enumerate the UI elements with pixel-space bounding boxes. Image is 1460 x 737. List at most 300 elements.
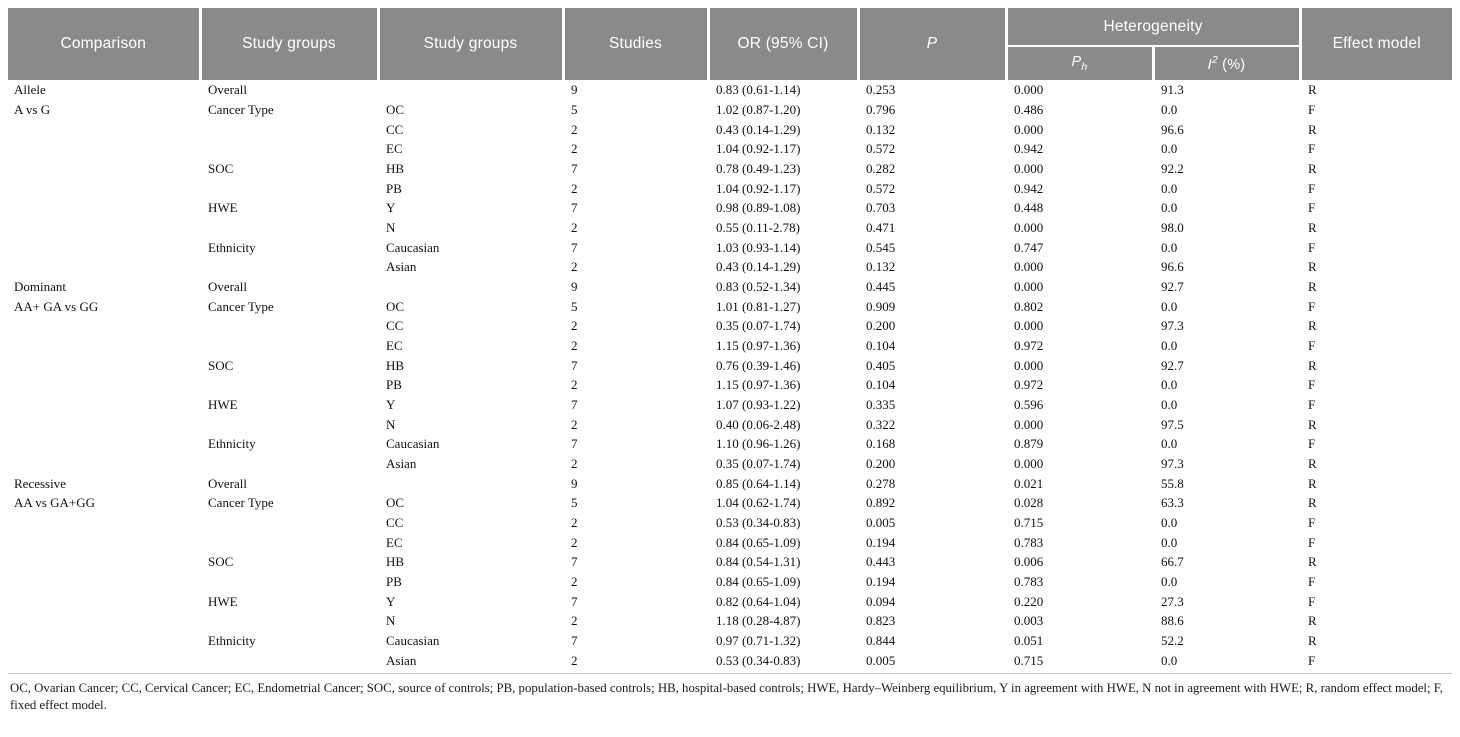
cell-comparison bbox=[8, 513, 200, 533]
cell-p-value: 0.335 bbox=[866, 396, 896, 412]
cell-studies: 9 bbox=[571, 278, 578, 294]
table-row bbox=[8, 218, 1452, 238]
cell-studies: 2 bbox=[571, 455, 578, 471]
cell-i2: 63.3 bbox=[1161, 495, 1184, 511]
cell-effect-model: F bbox=[1308, 573, 1316, 589]
table-row bbox=[8, 100, 1452, 120]
table-row bbox=[8, 139, 1452, 159]
table-row bbox=[8, 198, 1452, 218]
cell-i2: 0.0 bbox=[1161, 141, 1178, 157]
cell-subgroup: EC bbox=[386, 141, 403, 157]
cell-p-value: 0.892 bbox=[866, 495, 896, 511]
cell-subgroup: HB bbox=[386, 357, 405, 373]
cell-or-ci: 0.78 (0.49-1.23) bbox=[716, 160, 801, 176]
cell-effect-model: R bbox=[1308, 554, 1317, 570]
cell-or-ci: 0.83 (0.61-1.14) bbox=[716, 82, 801, 98]
cell-i2: 0.0 bbox=[1161, 436, 1178, 452]
cell-studies: 2 bbox=[571, 534, 578, 550]
cell-or-ci: 0.35 (0.07-1.74) bbox=[716, 318, 801, 334]
cell-study-group: HWE bbox=[208, 200, 238, 216]
table-row bbox=[8, 532, 1452, 552]
cell-effect-model: R bbox=[1308, 495, 1317, 511]
cell-p-value: 0.572 bbox=[866, 180, 896, 196]
cell-subgroup: Y bbox=[386, 396, 396, 412]
column-header-study-groups-1: Study groups bbox=[200, 8, 378, 80]
cell-ph: 0.220 bbox=[1014, 593, 1044, 609]
cell-study-group bbox=[200, 257, 378, 277]
cell-effect-model: F bbox=[1308, 534, 1316, 550]
table-row bbox=[8, 552, 1452, 572]
cell-studies: 2 bbox=[571, 613, 578, 629]
cell-or-ci: 0.55 (0.11-2.78) bbox=[716, 219, 801, 235]
cell-ph: 0.486 bbox=[1014, 101, 1044, 117]
cell-studies: 2 bbox=[571, 514, 578, 530]
table-row bbox=[8, 434, 1452, 454]
cell-p-value: 0.471 bbox=[866, 219, 896, 235]
cell-p-value: 0.200 bbox=[866, 455, 896, 471]
cell-effect-model: F bbox=[1308, 377, 1316, 393]
cell-ph: 0.715 bbox=[1014, 652, 1044, 668]
cell-or-ci: 0.76 (0.39-1.46) bbox=[716, 357, 801, 373]
cell-subgroup bbox=[378, 80, 563, 100]
cell-i2: 96.6 bbox=[1161, 121, 1184, 137]
cell-subgroup: HB bbox=[386, 554, 405, 570]
cell-studies: 7 bbox=[571, 200, 578, 216]
cell-subgroup: Asian bbox=[386, 259, 417, 275]
cell-p-value: 0.005 bbox=[866, 514, 896, 530]
cell-study-group: Overall bbox=[208, 82, 247, 98]
table-row bbox=[8, 572, 1452, 592]
cell-effect-model: R bbox=[1308, 475, 1317, 491]
cell-comparison bbox=[8, 454, 200, 474]
cell-i2: 0.0 bbox=[1161, 200, 1178, 216]
cell-or-ci: 0.84 (0.54-1.31) bbox=[716, 554, 801, 570]
cell-ph: 0.000 bbox=[1014, 259, 1044, 275]
cell-studies: 2 bbox=[571, 180, 578, 196]
cell-p-value: 0.200 bbox=[866, 318, 896, 334]
table-row bbox=[8, 237, 1452, 257]
cell-i2: 92.7 bbox=[1161, 278, 1184, 294]
table-row bbox=[8, 277, 1452, 297]
cell-comparison bbox=[8, 237, 200, 257]
cell-ph: 0.715 bbox=[1014, 514, 1044, 530]
cell-ph: 0.942 bbox=[1014, 180, 1044, 196]
cell-i2: 0.0 bbox=[1161, 377, 1178, 393]
cell-or-ci: 0.35 (0.07-1.74) bbox=[716, 455, 801, 471]
cell-study-group: Overall bbox=[208, 475, 247, 491]
table-row bbox=[8, 296, 1452, 316]
cell-comparison bbox=[8, 552, 200, 572]
cell-subgroup: HB bbox=[386, 160, 405, 176]
table-row bbox=[8, 257, 1452, 277]
cell-ph: 0.879 bbox=[1014, 436, 1044, 452]
cell-subgroup: Asian bbox=[386, 455, 417, 471]
cell-p-value: 0.194 bbox=[866, 573, 896, 589]
cell-comparison bbox=[8, 591, 200, 611]
cell-p-value: 0.094 bbox=[866, 593, 896, 609]
cell-p-value: 0.823 bbox=[866, 613, 896, 629]
cell-effect-model: F bbox=[1308, 239, 1316, 255]
table-row bbox=[8, 473, 1452, 493]
cell-i2: 96.6 bbox=[1161, 259, 1184, 275]
cell-studies: 2 bbox=[571, 259, 578, 275]
cell-comparison: AA+ GA vs GG bbox=[14, 298, 99, 314]
cell-study-group bbox=[200, 650, 378, 670]
cell-p-value: 0.132 bbox=[866, 259, 896, 275]
cell-ph: 0.000 bbox=[1014, 318, 1044, 334]
cell-or-ci: 1.04 (0.62-1.74) bbox=[716, 495, 801, 511]
cell-study-group: Cancer Type bbox=[208, 495, 274, 511]
cell-study-group bbox=[200, 572, 378, 592]
cell-subgroup: CC bbox=[386, 121, 404, 137]
cell-i2: 66.7 bbox=[1161, 554, 1184, 570]
cell-studies: 5 bbox=[571, 495, 578, 511]
table-row bbox=[8, 119, 1452, 139]
cell-study-group: Cancer Type bbox=[208, 298, 274, 314]
cell-p-value: 0.909 bbox=[866, 298, 896, 314]
cell-studies: 2 bbox=[571, 377, 578, 393]
cell-study-group: Ethnicity bbox=[208, 436, 256, 452]
cell-studies: 9 bbox=[571, 475, 578, 491]
cell-comparison bbox=[8, 414, 200, 434]
cell-effect-model: R bbox=[1308, 633, 1317, 648]
cell-subgroup: OC bbox=[386, 495, 405, 511]
cell-ph: 0.051 bbox=[1014, 633, 1044, 648]
cell-effect-model: R bbox=[1308, 613, 1317, 629]
cell-or-ci: 0.53 (0.34-0.83) bbox=[716, 514, 801, 530]
cell-effect-model: F bbox=[1308, 298, 1316, 314]
cell-i2: 0.0 bbox=[1161, 652, 1178, 668]
cell-studies: 2 bbox=[571, 121, 578, 137]
cell-comparison bbox=[8, 159, 200, 179]
cell-p-value: 0.445 bbox=[866, 278, 896, 294]
cell-studies: 7 bbox=[571, 160, 578, 176]
cell-ph: 0.028 bbox=[1014, 495, 1044, 511]
cell-subgroup: N bbox=[386, 219, 396, 235]
cell-ph: 0.747 bbox=[1014, 239, 1044, 255]
cell-effect-model: F bbox=[1308, 652, 1316, 668]
cell-studies: 7 bbox=[571, 593, 578, 609]
cell-study-group bbox=[200, 119, 378, 139]
cell-studies: 2 bbox=[571, 652, 578, 668]
cell-i2: 0.0 bbox=[1161, 180, 1178, 196]
cell-study-group bbox=[200, 139, 378, 159]
cell-i2: 0.0 bbox=[1161, 573, 1178, 589]
cell-comparison bbox=[8, 257, 200, 277]
cell-ph: 0.000 bbox=[1014, 278, 1044, 294]
cell-study-group bbox=[200, 178, 378, 198]
cell-p-value: 0.132 bbox=[866, 121, 896, 137]
cell-comparison bbox=[8, 336, 200, 356]
column-header-effect-model: Effect model bbox=[1300, 8, 1452, 80]
cell-subgroup: EC bbox=[386, 337, 403, 353]
cell-study-group bbox=[200, 218, 378, 238]
cell-i2: 27.3 bbox=[1161, 593, 1184, 609]
cell-comparison bbox=[8, 631, 200, 651]
cell-or-ci: 1.15 (0.97-1.36) bbox=[716, 377, 801, 393]
cell-studies: 7 bbox=[571, 554, 578, 570]
cell-subgroup: Caucasian bbox=[386, 633, 440, 648]
cell-ph: 0.000 bbox=[1014, 121, 1044, 137]
cell-i2: 92.2 bbox=[1161, 160, 1184, 176]
cell-ph: 0.596 bbox=[1014, 396, 1044, 412]
cell-p-value: 0.322 bbox=[866, 416, 896, 432]
cell-studies: 5 bbox=[571, 101, 578, 117]
cell-ph: 0.783 bbox=[1014, 573, 1044, 589]
cell-p-value: 0.572 bbox=[866, 141, 896, 157]
cell-study-group: HWE bbox=[208, 593, 238, 609]
cell-p-value: 0.405 bbox=[866, 357, 896, 373]
cell-comparison: AA vs GA+GG bbox=[14, 495, 96, 511]
column-header-comparison: Comparison bbox=[8, 8, 200, 80]
cell-ph: 0.000 bbox=[1014, 160, 1044, 176]
cell-study-group: Cancer Type bbox=[208, 101, 274, 117]
cell-studies: 7 bbox=[571, 239, 578, 255]
cell-p-value: 0.282 bbox=[866, 160, 896, 176]
table-body bbox=[8, 80, 1452, 670]
table-row bbox=[8, 395, 1452, 415]
cell-comparison bbox=[8, 198, 200, 218]
cell-effect-model: F bbox=[1308, 593, 1316, 609]
cell-studies: 5 bbox=[571, 298, 578, 314]
table-row bbox=[8, 414, 1452, 434]
table-row bbox=[8, 336, 1452, 356]
cell-effect-model: R bbox=[1308, 278, 1317, 294]
cell-subgroup: PB bbox=[386, 180, 402, 196]
cell-p-value: 0.844 bbox=[866, 633, 896, 648]
cell-subgroup: Caucasian bbox=[386, 239, 440, 255]
cell-ph: 0.448 bbox=[1014, 200, 1044, 216]
cell-effect-model: R bbox=[1308, 416, 1317, 432]
cell-comparison bbox=[8, 355, 200, 375]
cell-subgroup: PB bbox=[386, 573, 402, 589]
cell-p-value: 0.194 bbox=[866, 534, 896, 550]
cell-effect-model: R bbox=[1308, 82, 1317, 98]
cell-ph: 0.000 bbox=[1014, 455, 1044, 471]
table-row bbox=[8, 493, 1452, 513]
cell-p-value: 0.104 bbox=[866, 337, 896, 353]
cell-or-ci: 0.97 (0.71-1.32) bbox=[716, 633, 801, 648]
cell-p-value: 0.168 bbox=[866, 436, 896, 452]
table-row bbox=[8, 591, 1452, 611]
column-header-or-ci: OR (95% CI) bbox=[708, 8, 858, 80]
ph-label: P bbox=[1071, 54, 1082, 71]
cell-or-ci: 1.04 (0.92-1.17) bbox=[716, 180, 801, 196]
cell-i2: 92.7 bbox=[1161, 357, 1184, 373]
cell-study-group bbox=[200, 532, 378, 552]
column-header-studies: Studies bbox=[563, 8, 708, 80]
column-header-heterogeneity: Heterogeneity bbox=[1006, 8, 1300, 46]
cell-p-value: 0.278 bbox=[866, 475, 896, 491]
cell-ph: 0.942 bbox=[1014, 141, 1044, 157]
cell-studies: 9 bbox=[571, 82, 578, 98]
cell-study-group bbox=[200, 336, 378, 356]
cell-i2: 0.0 bbox=[1161, 239, 1178, 255]
cell-effect-model: R bbox=[1308, 318, 1317, 334]
cell-comparison: Allele bbox=[14, 82, 46, 98]
cell-or-ci: 1.10 (0.96-1.26) bbox=[716, 436, 801, 452]
cell-subgroup: N bbox=[386, 416, 396, 432]
cell-subgroup: EC bbox=[386, 534, 403, 550]
cell-or-ci: 0.40 (0.06-2.48) bbox=[716, 416, 801, 432]
cell-comparison bbox=[8, 178, 200, 198]
table-header bbox=[8, 8, 1452, 80]
cell-studies: 2 bbox=[571, 318, 578, 334]
cell-ph: 0.972 bbox=[1014, 377, 1044, 393]
cell-comparison bbox=[8, 650, 200, 670]
i2-label: I bbox=[1207, 56, 1212, 73]
cell-p-value: 0.005 bbox=[866, 652, 896, 668]
cell-studies: 7 bbox=[571, 396, 578, 412]
cell-effect-model: F bbox=[1308, 514, 1316, 530]
cell-i2: 0.0 bbox=[1161, 396, 1178, 412]
cell-study-group: Ethnicity bbox=[208, 239, 256, 255]
cell-i2: 0.0 bbox=[1161, 534, 1178, 550]
cell-effect-model: F bbox=[1308, 337, 1316, 353]
cell-effect-model: R bbox=[1308, 219, 1317, 235]
cell-p-value: 0.104 bbox=[866, 377, 896, 393]
cell-effect-model: F bbox=[1308, 180, 1316, 196]
cell-subgroup: PB bbox=[386, 377, 402, 393]
cell-ph: 0.000 bbox=[1014, 219, 1044, 235]
cell-effect-model: R bbox=[1308, 357, 1317, 373]
cell-or-ci: 1.01 (0.81-1.27) bbox=[716, 298, 801, 314]
cell-ph: 0.021 bbox=[1014, 475, 1044, 491]
cell-study-group: HWE bbox=[208, 396, 238, 412]
cell-subgroup: OC bbox=[386, 101, 405, 117]
cell-study-group bbox=[200, 414, 378, 434]
cell-studies: 7 bbox=[571, 357, 578, 373]
table-row bbox=[8, 611, 1452, 631]
cell-study-group bbox=[200, 513, 378, 533]
table-row bbox=[8, 316, 1452, 336]
cell-effect-model: F bbox=[1308, 141, 1316, 157]
cell-subgroup bbox=[378, 473, 563, 493]
cell-comparison bbox=[8, 316, 200, 336]
cell-or-ci: 1.03 (0.93-1.14) bbox=[716, 239, 801, 255]
cell-ph: 0.000 bbox=[1014, 416, 1044, 432]
cell-study-group: SOC bbox=[208, 160, 234, 176]
cell-subgroup: OC bbox=[386, 298, 405, 314]
cell-study-group bbox=[200, 375, 378, 395]
cell-i2: 0.0 bbox=[1161, 101, 1178, 117]
cell-comparison bbox=[8, 375, 200, 395]
cell-ph: 0.000 bbox=[1014, 82, 1044, 98]
table-row bbox=[8, 80, 1452, 100]
cell-i2: 0.0 bbox=[1161, 298, 1178, 314]
ph-subscript: h bbox=[1081, 60, 1088, 73]
cell-ph: 0.006 bbox=[1014, 554, 1044, 570]
cell-subgroup: CC bbox=[386, 318, 404, 334]
i2-percent-label: (%) bbox=[1217, 56, 1246, 73]
cell-effect-model: F bbox=[1308, 436, 1316, 452]
meta-analysis-table bbox=[8, 8, 1452, 670]
cell-comparison bbox=[8, 139, 200, 159]
cell-ph: 0.003 bbox=[1014, 613, 1044, 629]
cell-p-value: 0.545 bbox=[866, 239, 896, 255]
cell-studies: 2 bbox=[571, 573, 578, 589]
table-row bbox=[8, 650, 1452, 670]
cell-or-ci: 0.84 (0.65-1.09) bbox=[716, 534, 801, 550]
p-label: P bbox=[926, 35, 938, 52]
cell-ph: 0.783 bbox=[1014, 534, 1044, 550]
cell-subgroup: Caucasian bbox=[386, 436, 440, 452]
table-row bbox=[8, 178, 1452, 198]
cell-effect-model: R bbox=[1308, 121, 1317, 137]
cell-study-group: SOC bbox=[208, 554, 234, 570]
cell-or-ci: 1.02 (0.87-1.20) bbox=[716, 101, 801, 117]
cell-or-ci: 0.43 (0.14-1.29) bbox=[716, 259, 801, 275]
cell-subgroup: Y bbox=[386, 593, 396, 609]
table-row bbox=[8, 454, 1452, 474]
cell-p-value: 0.796 bbox=[866, 101, 896, 117]
cell-p-value: 0.703 bbox=[866, 200, 896, 216]
cell-or-ci: 0.83 (0.52-1.34) bbox=[716, 278, 801, 294]
table-row bbox=[8, 375, 1452, 395]
cell-comparison bbox=[8, 119, 200, 139]
column-header-ph bbox=[1006, 46, 1153, 80]
cell-i2: 0.0 bbox=[1161, 514, 1178, 530]
cell-i2: 55.8 bbox=[1161, 475, 1184, 491]
cell-effect-model: F bbox=[1308, 101, 1316, 117]
cell-study-group: SOC bbox=[208, 357, 234, 373]
cell-i2: 91.3 bbox=[1161, 82, 1184, 98]
cell-i2: 98.0 bbox=[1161, 219, 1184, 235]
cell-p-value: 0.443 bbox=[866, 554, 896, 570]
cell-or-ci: 0.85 (0.64-1.14) bbox=[716, 475, 801, 491]
cell-study-group: Overall bbox=[208, 278, 247, 294]
cell-i2: 97.3 bbox=[1161, 318, 1184, 334]
i2-superscript: 2 bbox=[1211, 54, 1218, 67]
cell-subgroup: Y bbox=[386, 200, 396, 216]
cell-subgroup: N bbox=[386, 613, 396, 629]
cell-study-group: Ethnicity bbox=[208, 633, 256, 648]
cell-p-value: 0.253 bbox=[866, 82, 896, 98]
cell-ph: 0.802 bbox=[1014, 298, 1044, 314]
cell-effect-model: F bbox=[1308, 200, 1316, 216]
cell-or-ci: 1.07 (0.93-1.22) bbox=[716, 396, 801, 412]
cell-studies: 2 bbox=[571, 219, 578, 235]
cell-or-ci: 0.98 (0.89-1.08) bbox=[716, 200, 801, 216]
column-header-p bbox=[858, 8, 1006, 80]
cell-study-group bbox=[200, 454, 378, 474]
cell-effect-model: R bbox=[1308, 455, 1317, 471]
cell-i2: 0.0 bbox=[1161, 337, 1178, 353]
cell-or-ci: 0.84 (0.65-1.09) bbox=[716, 573, 801, 589]
cell-comparison bbox=[8, 218, 200, 238]
table-row bbox=[8, 513, 1452, 533]
cell-subgroup: Asian bbox=[386, 652, 417, 668]
cell-studies: 7 bbox=[571, 633, 578, 648]
cell-or-ci: 1.15 (0.97-1.36) bbox=[716, 337, 801, 353]
cell-comparison: Dominant bbox=[14, 278, 66, 294]
cell-effect-model: R bbox=[1308, 259, 1317, 275]
cell-comparison bbox=[8, 532, 200, 552]
cell-subgroup bbox=[378, 277, 563, 297]
cell-comparison: Recessive bbox=[14, 475, 66, 491]
cell-comparison bbox=[8, 572, 200, 592]
cell-comparison bbox=[8, 395, 200, 415]
cell-i2: 97.5 bbox=[1161, 416, 1184, 432]
cell-comparison bbox=[8, 611, 200, 631]
cell-study-group bbox=[200, 316, 378, 336]
table-row bbox=[8, 355, 1452, 375]
cell-subgroup: CC bbox=[386, 514, 404, 530]
table-row bbox=[8, 159, 1452, 179]
cell-studies: 7 bbox=[571, 436, 578, 452]
cell-comparison: A vs G bbox=[14, 101, 51, 117]
cell-studies: 2 bbox=[571, 416, 578, 432]
